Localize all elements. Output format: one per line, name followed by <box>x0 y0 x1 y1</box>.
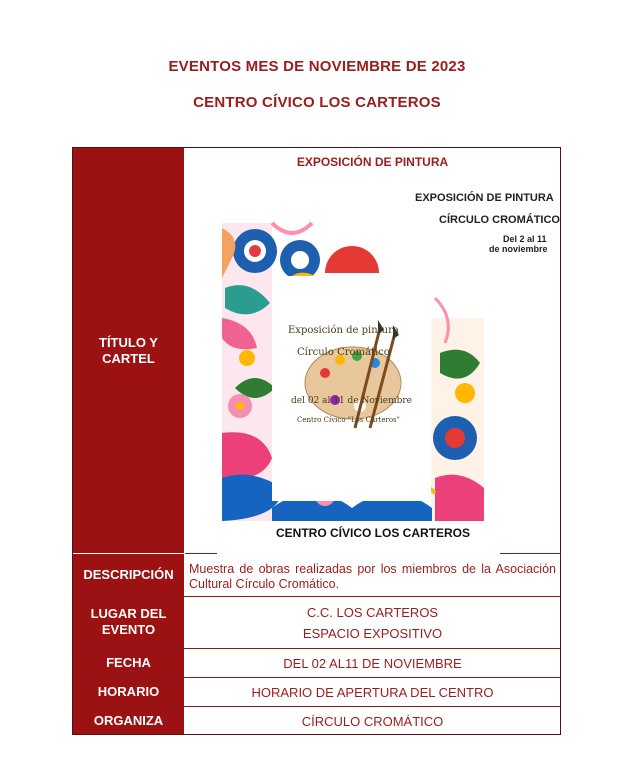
event-poster <box>185 148 561 546</box>
poster-inner-3: del 02 al 11 de Noviembre <box>291 396 413 406</box>
poster-date-1: Del 2 al 11 <box>503 234 547 244</box>
poster-date-2: de noviembre <box>489 244 548 254</box>
row-divider <box>73 596 560 597</box>
page-title: EVENTOS MES DE NOVIEMBRE DE 2023 <box>168 58 466 75</box>
event-table <box>72 147 561 735</box>
row-divider <box>185 553 217 554</box>
label-fecha: FECHA <box>106 655 151 670</box>
page-subtitle: CENTRO CÍVICO LOS CARTEROS <box>193 94 441 111</box>
lugar-value-2: ESPACIO EXPOSITIVO <box>302 626 443 641</box>
label-horario: HORARIO <box>97 684 160 699</box>
poster-title-2: CÍRCULO CROMÁTICO <box>439 214 560 226</box>
fecha-value: DEL 02 AL11 DE NOVIEMBRE <box>283 656 462 671</box>
titulo-value: EXPOSICIÓN DE PINTURA <box>296 155 449 169</box>
label-organiza: ORGANIZA <box>93 713 164 728</box>
poster-footer: CENTRO CÍVICO LOS CARTEROS <box>275 526 470 540</box>
label-column <box>73 148 184 734</box>
row-divider <box>73 648 560 649</box>
organiza-value: CÍRCULO CROMÁTICO <box>301 714 444 729</box>
poster-inner-4: Centro Cívico "Los Carteros" <box>297 416 400 424</box>
label-lugar-1: LUGAR DEL <box>90 606 167 621</box>
row-divider <box>73 677 560 678</box>
row-divider <box>73 553 184 554</box>
row-divider <box>73 706 560 707</box>
poster-title-1: EXPOSICIÓN DE PINTURA <box>415 192 554 204</box>
row-divider <box>500 553 561 554</box>
poster-inner-1: Exposición de pintura <box>288 325 399 336</box>
label-descripcion: DESCRIPCIÓN <box>83 567 174 582</box>
label-lugar-2: EVENTO <box>101 622 156 637</box>
poster-inner-2: Círculo Cromático <box>297 347 390 358</box>
horario-value: HORARIO DE APERTURA DEL CENTRO <box>251 685 494 700</box>
label-titulo: TÍTULO Y CARTEL <box>99 335 158 366</box>
descripcion-value: Muestra de obras realizadas por los miembros de la Asociación Cultural Círculo Cromático. <box>189 562 556 591</box>
lugar-value-1: C.C. LOS CARTEROS <box>306 605 439 620</box>
